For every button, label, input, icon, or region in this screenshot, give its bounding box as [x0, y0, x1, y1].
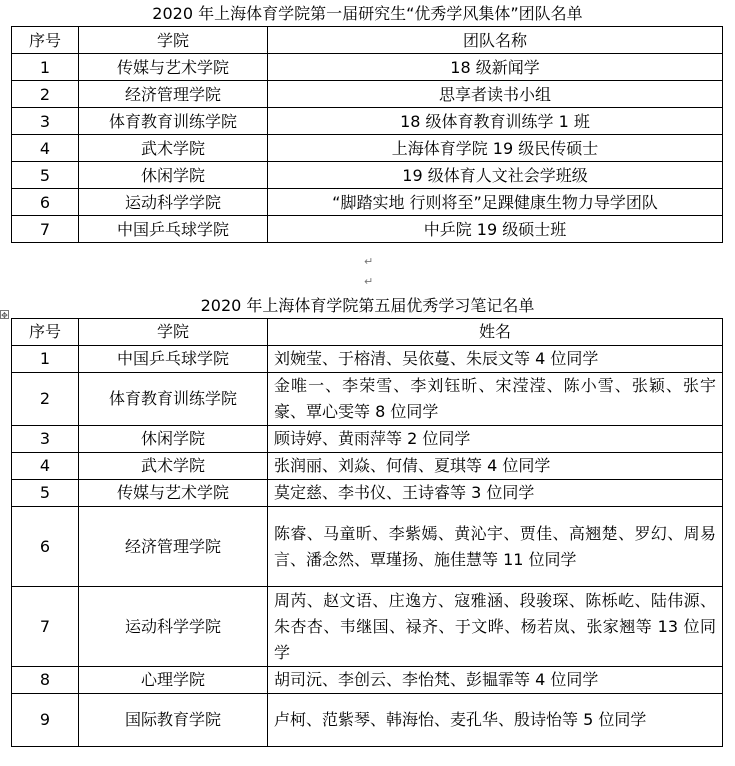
column-header: 姓名: [268, 319, 723, 346]
row-number: 6: [12, 507, 79, 587]
college-name: 传媒与艺术学院: [79, 54, 268, 81]
college-name: 心理学院: [79, 667, 268, 694]
table-row: [12, 54, 723, 81]
college-name: 休闲学院: [79, 162, 268, 189]
row-number: 2: [12, 81, 79, 108]
row-number: 5: [12, 480, 79, 507]
college-name: 经济管理学院: [79, 507, 268, 587]
row-number: 7: [12, 587, 79, 667]
column-header: 团队名称: [268, 27, 723, 54]
college-name: 武术学院: [79, 135, 268, 162]
row-number: 5: [12, 162, 79, 189]
row-number: 3: [12, 426, 79, 453]
student-names: 周芮、赵文语、庄逸方、寇雅涵、段骏琛、陈栎屹、陆伟源、朱杏杏、韦继国、禄齐、于文晔、杨若岚、张家翘等 13 位同学: [268, 587, 723, 667]
team-name: 18 级新闻学: [268, 54, 723, 81]
table-row: [12, 373, 723, 426]
table-row: [12, 108, 723, 135]
table2-title: 2020 年上海体育学院第五届优秀学习笔记名单: [200, 296, 535, 315]
column-header: 学院: [79, 27, 268, 54]
row-number: 9: [12, 694, 79, 747]
college-name: 传媒与艺术学院: [79, 480, 268, 507]
table-row: [12, 216, 723, 243]
team-name: 中乒院 19 级硕士班: [268, 216, 723, 243]
table2-header-row: [12, 319, 723, 346]
team-name: 18 级体育教育训练学 1 班: [268, 108, 723, 135]
paragraph-mark: ↵: [364, 255, 374, 268]
college-name: 运动科学学院: [79, 189, 268, 216]
row-number: 6: [12, 189, 79, 216]
student-names: 刘婉莹、于榕清、吴依蔓、朱辰文等 4 位同学: [268, 346, 723, 373]
student-names: 莫定慈、李书仪、王诗睿等 3 位同学: [268, 480, 723, 507]
row-number: 8: [12, 667, 79, 694]
college-name: 中国乒乓球学院: [79, 216, 268, 243]
table1-header-row: [12, 27, 723, 54]
student-names: 卢柯、范紫琴、韩海怡、麦孔华、殷诗怡等 5 位同学: [268, 694, 723, 747]
paragraph-mark: ↵: [364, 275, 374, 288]
team-name: 19 级体育人文社会学班级: [268, 162, 723, 189]
table-row: [12, 667, 723, 694]
table-row: [12, 346, 723, 373]
team-name: “脚踏实地 行则将至”足踝健康生物力导学团队: [268, 189, 723, 216]
student-names: 金唯一、李荣雪、李刘钰昕、宋滢滢、陈小雪、张颖、张宇豪、覃心雯等 8 位同学: [268, 373, 723, 426]
table-move-handle-icon[interactable]: ✥: [1, 311, 8, 320]
student-names: 顾诗婷、黄雨萍等 2 位同学: [268, 426, 723, 453]
team-name: 思享者读书小组: [268, 81, 723, 108]
row-number: 1: [12, 346, 79, 373]
column-header: 学院: [79, 319, 268, 346]
table-row: [12, 162, 723, 189]
college-name: 国际教育学院: [79, 694, 268, 747]
college-name: 经济管理学院: [79, 81, 268, 108]
table-row: [12, 694, 723, 747]
research-group-table: [11, 26, 723, 243]
study-notes-table: [11, 318, 723, 747]
row-number: 7: [12, 216, 79, 243]
column-header: 序号: [12, 27, 79, 54]
college-name: 体育教育训练学院: [79, 108, 268, 135]
table-row: [12, 480, 723, 507]
college-name: 体育教育训练学院: [79, 373, 268, 426]
student-names: 胡司沅、李创云、李怡梵、彭韫霏等 4 位同学: [268, 667, 723, 694]
table-row: [12, 507, 723, 587]
column-header: 序号: [12, 319, 79, 346]
row-number: 4: [12, 453, 79, 480]
college-name: 运动科学学院: [79, 587, 268, 667]
student-names: 张润丽、刘焱、何倩、夏琪等 4 位同学: [268, 453, 723, 480]
row-number: 4: [12, 135, 79, 162]
student-names: 陈睿、马童昕、李紫嫣、黄沁宇、贾佳、高翘楚、罗幻、周易言、潘念然、覃瑾扬、施佳慧等 11 位同学: [268, 507, 723, 587]
table1-title: 2020 年上海体育学院第一届研究生“优秀学风集体”团队名单: [152, 4, 583, 23]
table-row: [12, 453, 723, 480]
row-number: 1: [12, 54, 79, 81]
row-number: 2: [12, 373, 79, 426]
table-row: [12, 135, 723, 162]
table-row: [12, 587, 723, 667]
row-number: 3: [12, 108, 79, 135]
table-row: [12, 81, 723, 108]
college-name: 武术学院: [79, 453, 268, 480]
college-name: 中国乒乓球学院: [79, 346, 268, 373]
team-name: 上海体育学院 19 级民传硕士: [268, 135, 723, 162]
college-name: 休闲学院: [79, 426, 268, 453]
table-row: [12, 426, 723, 453]
table-row: [12, 189, 723, 216]
